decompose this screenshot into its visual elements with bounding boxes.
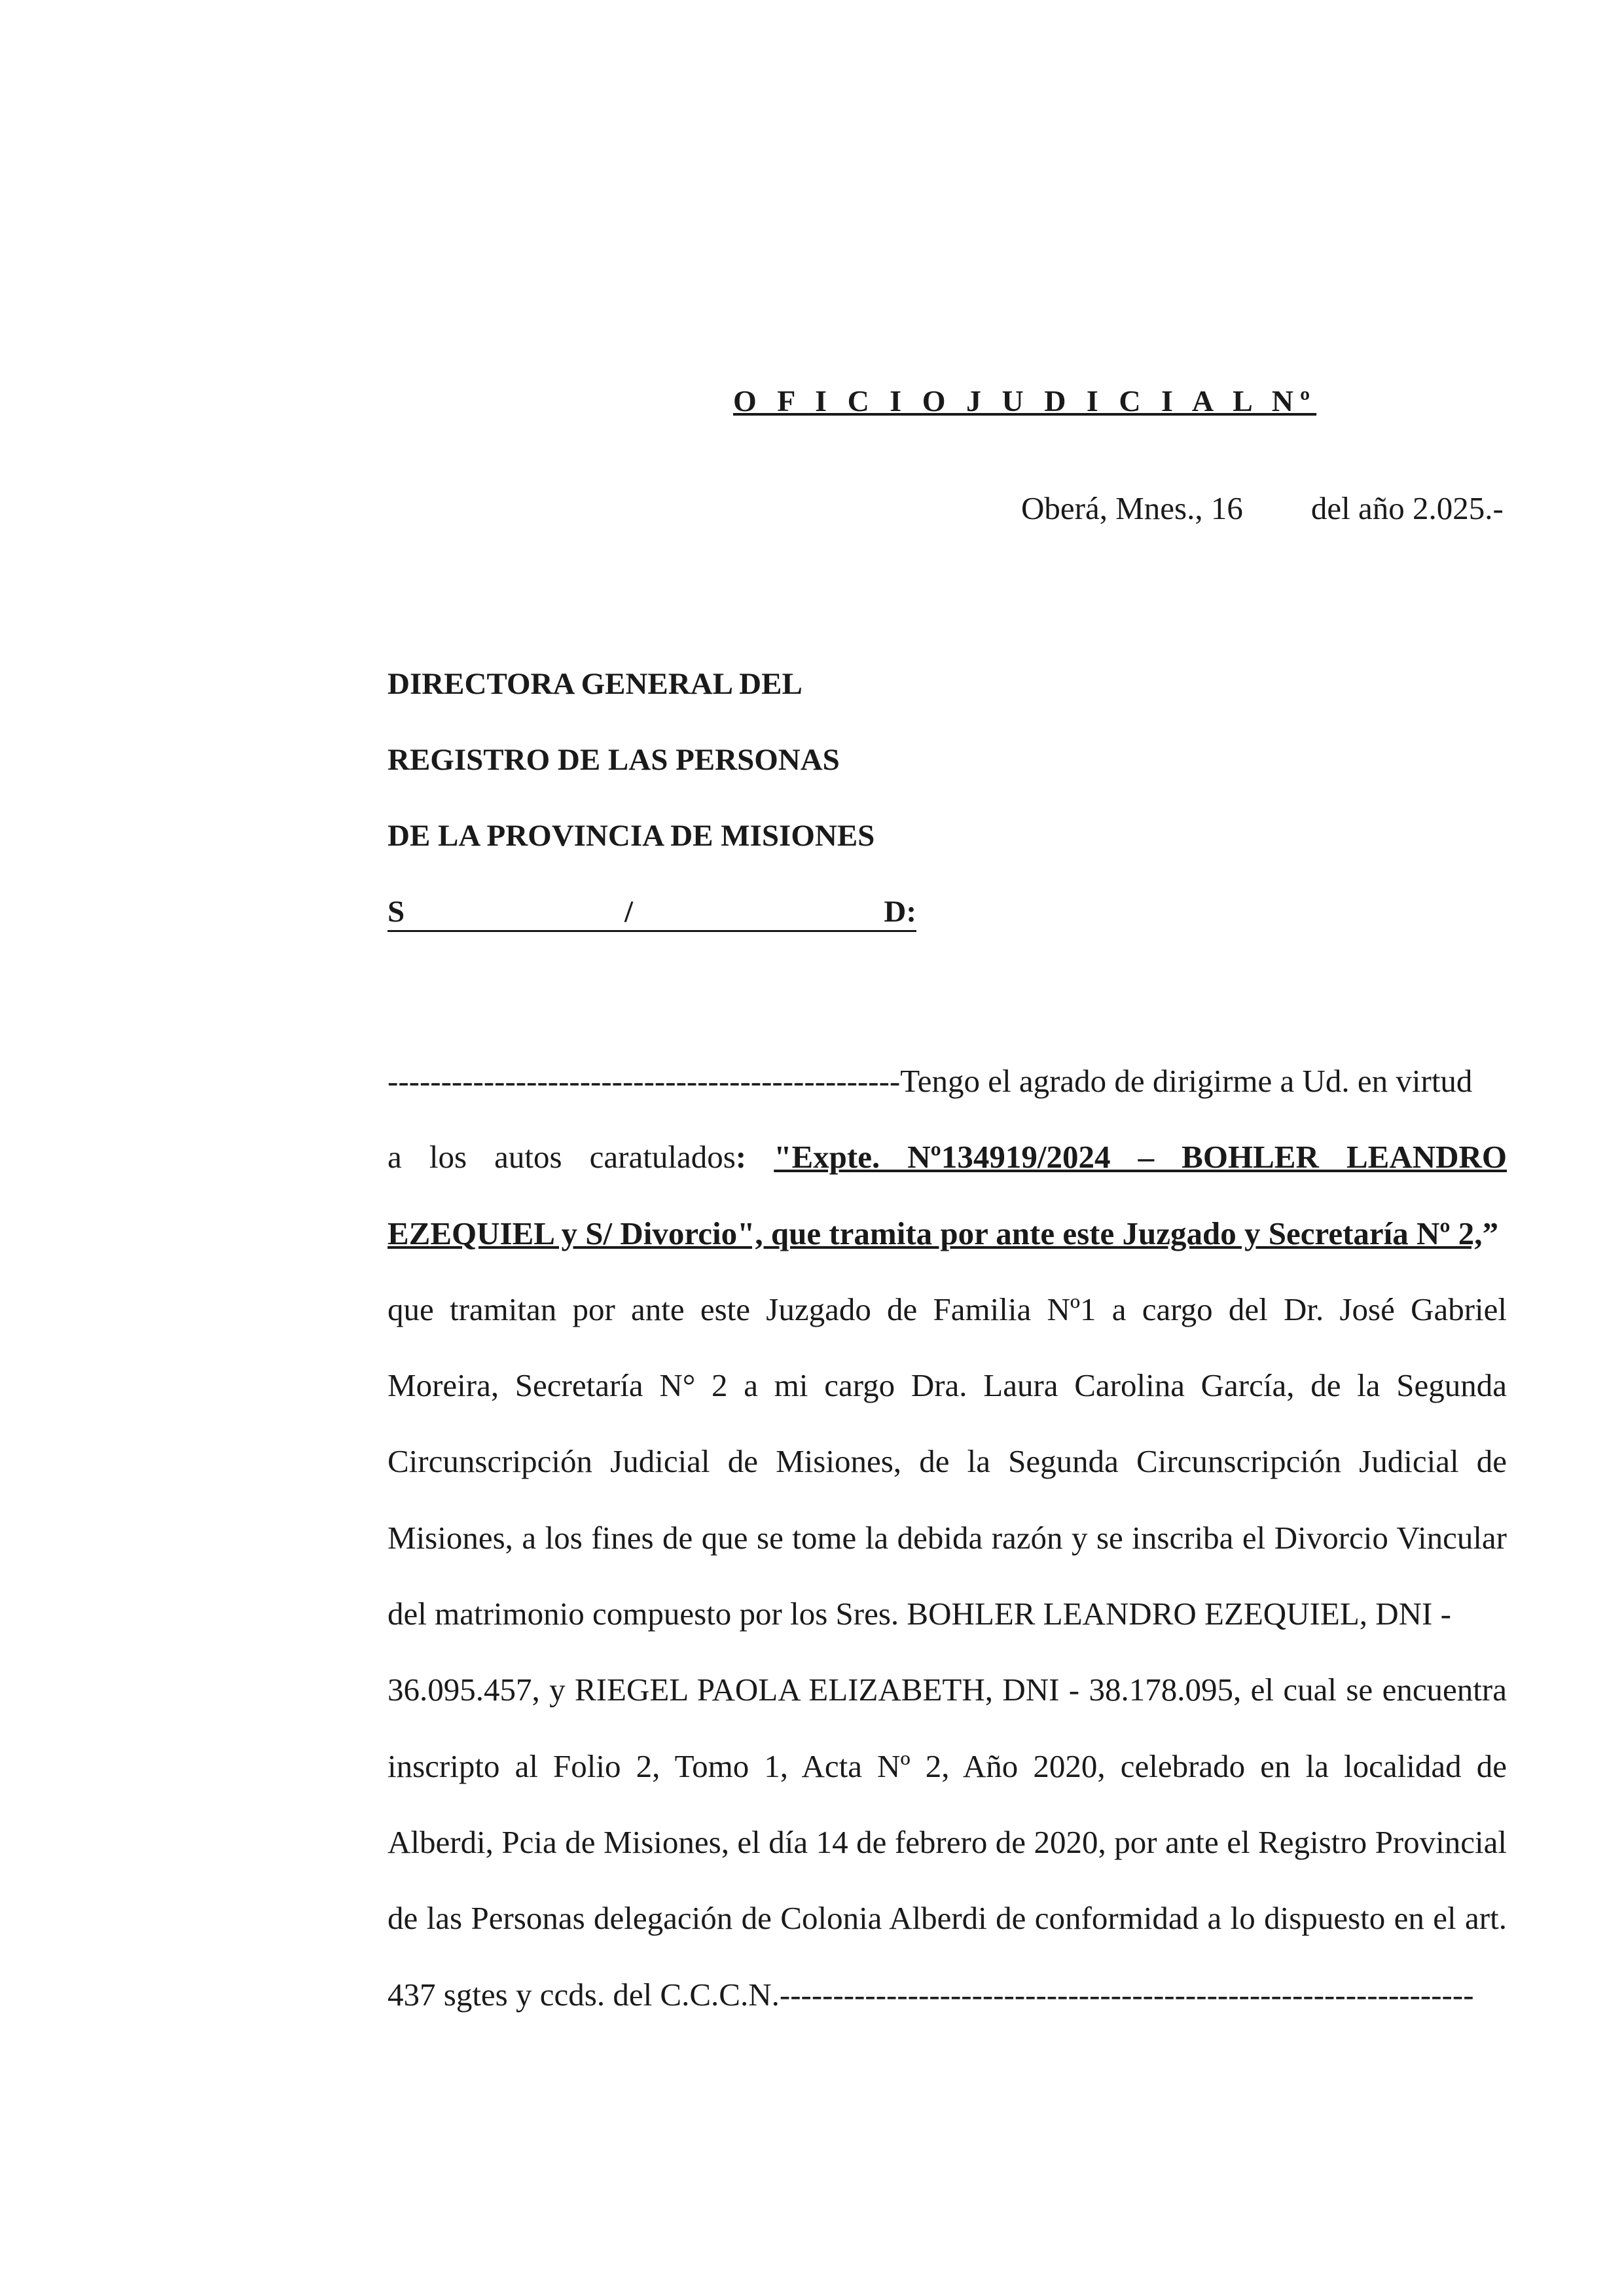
- body-line-2-text: a los autos caratulados: [388, 1139, 736, 1175]
- body-line-6: Circunscripción Judicial de Misiones, de la Segunda Circunscripción Judicial de: [388, 1443, 1507, 1480]
- trailing-dashes: -----------------------------------------------------------------: [779, 1976, 1474, 2013]
- recipient-line-2: REGISTRO DE LAS PERSONAS: [388, 743, 840, 777]
- document-title: O F I C I O J U D I C I A L Nº: [733, 384, 1317, 418]
- case-reference-part-1: "Expte. Nº134919/2024 – BOHLER LEANDRO: [774, 1139, 1507, 1175]
- closing-quote: ”: [1482, 1215, 1499, 1251]
- body-line-2-colon: :: [735, 1139, 747, 1175]
- recipient-line-1: DIRECTORA GENERAL DEL: [388, 667, 803, 701]
- body-line-7: Misiones, a los fines de que se tome la debida razón y se inscriba el Divorcio Vincular: [388, 1519, 1507, 1556]
- body-line-10: inscripto al Folio 2, Tomo 1, Acta Nº 2, Año 2020, celebrado en la localidad de: [388, 1748, 1507, 1784]
- body-line-13: [388, 1957, 1507, 2033]
- sd-underline: [388, 930, 916, 932]
- body-line-12: de las Personas delegación de Colonia Alberdi de conformidad a lo dispuesto en el art.: [388, 1900, 1507, 1937]
- sd-d: D:: [884, 895, 916, 929]
- body-line-1: [388, 1043, 1507, 1119]
- body-line-1-text: Tengo el agrado de dirigirme a Ud. en virtud: [900, 1063, 1473, 1099]
- body-line-13-text: 437 sgtes y ccds. del C.C.C.N.: [388, 1976, 780, 2013]
- body-line-4: que tramitan por ante este Juzgado de Familia Nº1 a cargo del Dr. José Gabriel: [388, 1291, 1507, 1327]
- date-line: [1021, 490, 1504, 527]
- body-line-5: Moreira, Secretaría N° 2 a mi cargo Dra. Laura Carolina García, de la Segunda: [388, 1367, 1507, 1404]
- body-line-9: 36.095.457, y RIEGEL PAOLA ELIZABETH, DNI - 38.178.095, el cual se encuentra: [388, 1672, 1507, 1708]
- body-line-11: Alberdi, Pcia de Misiones, el día 14 de febrero de 2020, por ante el Registro Provincial: [388, 1823, 1507, 1860]
- date-location: Oberá, Mnes., 16: [1021, 490, 1243, 526]
- document-body: [388, 1043, 1507, 2033]
- body-line-2: [388, 1119, 1507, 1195]
- sd-s: S: [388, 895, 405, 929]
- body-line-3: [388, 1196, 1507, 1272]
- case-reference-part-2: EZEQUIEL y S/ Divorcio", que tramita por ante este Juzgado y Secretaría Nº 2,: [388, 1215, 1483, 1251]
- recipient-line-3: DE LA PROVINCIA DE MISIONES: [388, 819, 875, 853]
- leading-dashes: ------------------------------------------------: [388, 1063, 901, 1099]
- body-line-8: del matrimonio compuesto por los Sres. BOHLER LEANDRO EZEQUIEL, DNI -: [388, 1596, 1451, 1632]
- sd-slash: /: [624, 895, 634, 929]
- date-year: del año 2.025.-: [1310, 490, 1504, 526]
